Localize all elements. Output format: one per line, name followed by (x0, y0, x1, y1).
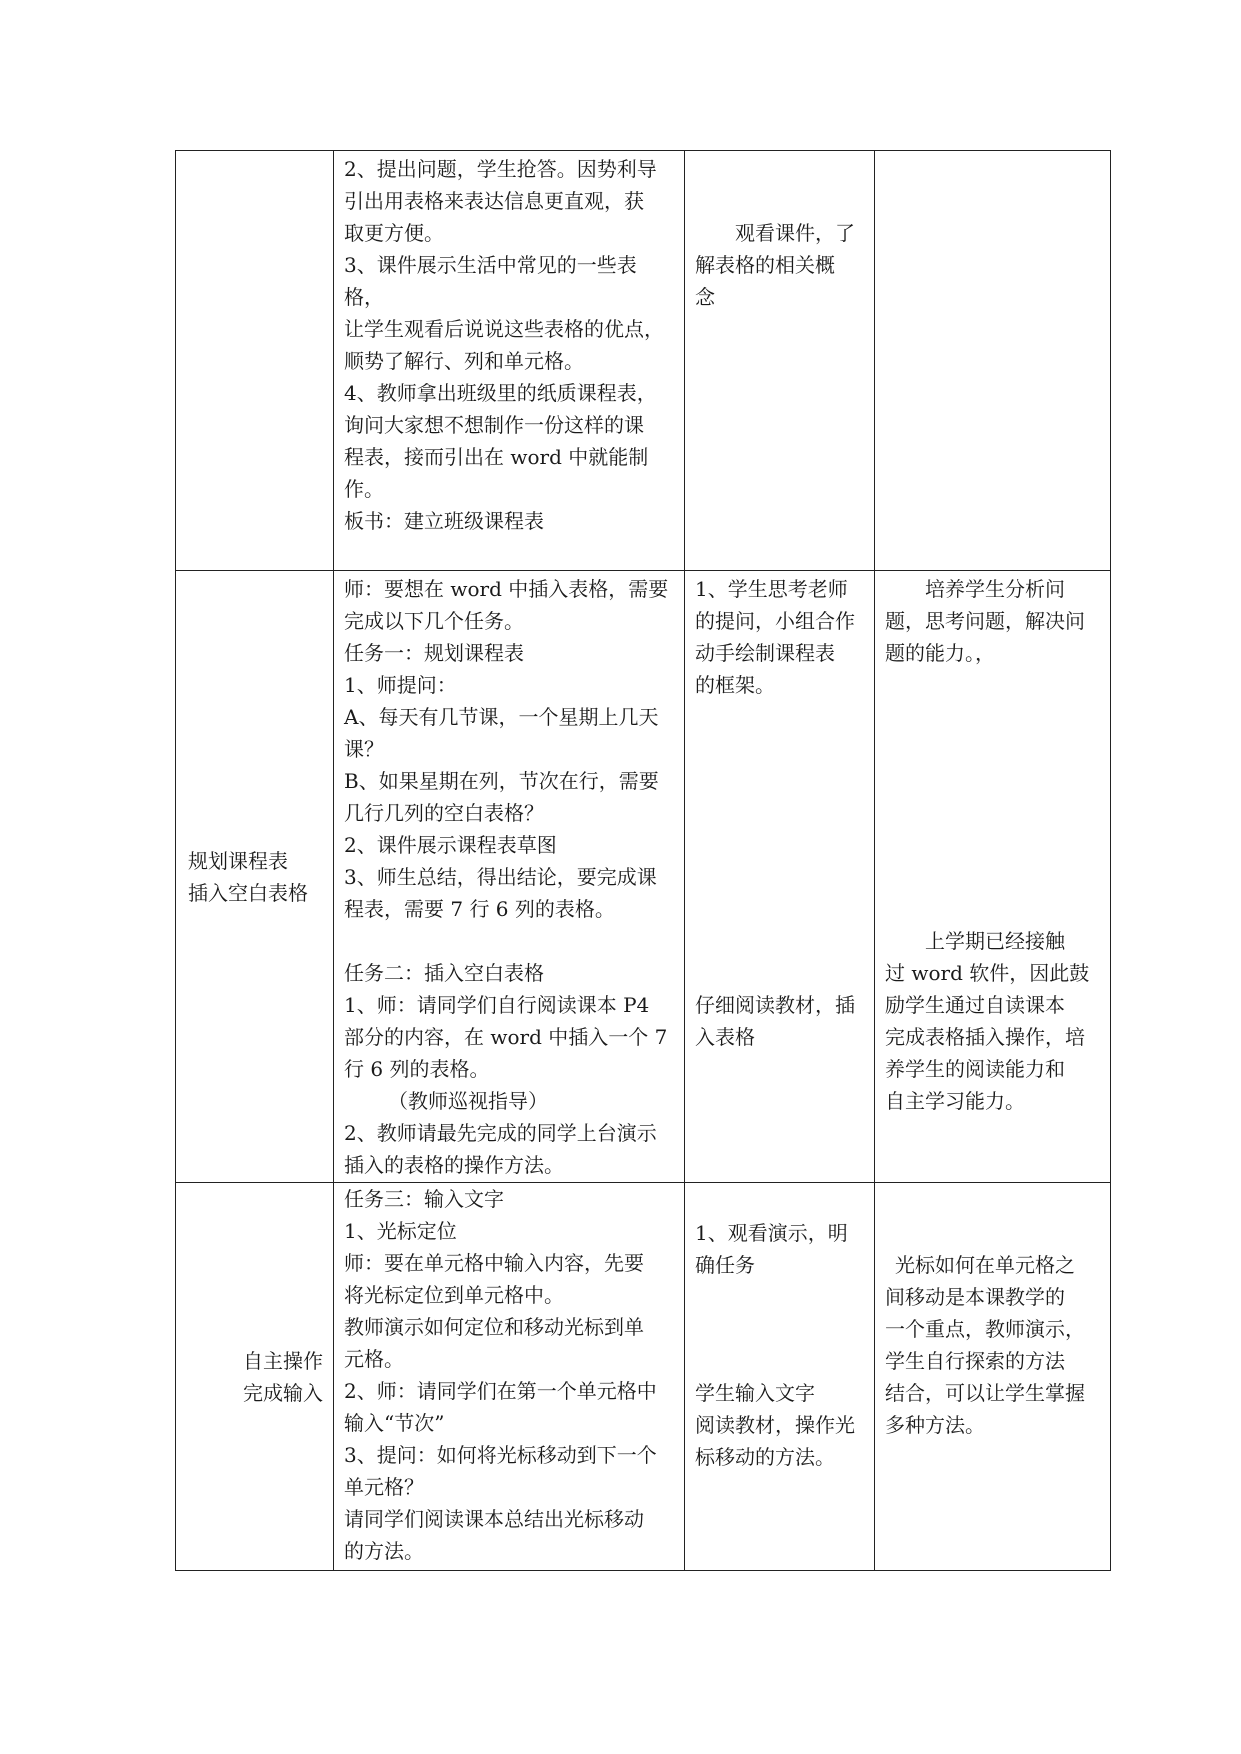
text-line: 4、教师拿出班级里的纸质课程表， (344, 381, 657, 405)
blank-area (695, 701, 864, 989)
text-line: 1、观看演示，明 (695, 1221, 848, 1245)
text-line: 学生自行探索的方法 (885, 1349, 1065, 1373)
text-line: 单元格？ (344, 1475, 424, 1499)
teacher-activity-cell (334, 571, 685, 1183)
text-line: 任务二：插入空白表格 (344, 961, 544, 985)
text-line: 完成以下几个任务。 (344, 609, 524, 633)
text-line: 任务三：输入文字 (344, 1187, 504, 1211)
text-line: 阅读教材，操作光 (695, 1413, 855, 1437)
text-line: 让学生观看后说说这些表格的优点， (344, 317, 664, 341)
text-line: 动手绘制课程表 (695, 641, 835, 665)
text-line: 程表，需要 7 行 6 列的表格。 (344, 897, 615, 921)
text-line: 任务一：规划课程表 (344, 641, 524, 665)
table-row (176, 571, 1111, 1183)
text-line: 过 word 软件，因此鼓 (885, 961, 1090, 985)
text-line: 师：要想在 word 中插入表格，需要 (344, 577, 669, 601)
text-line: 3、提问：如何将光标移动到下一个 (344, 1443, 657, 1467)
blank-line (344, 925, 674, 957)
table-row (176, 1183, 1111, 1571)
text-line: 自主学习能力。 (885, 1089, 1025, 1113)
text-line: 的方法。 (344, 1539, 424, 1563)
text-line: 请同学们阅读课本总结出光标移动 (344, 1507, 644, 1531)
stage-cell (176, 151, 334, 571)
text-line: 确任务 (695, 1253, 755, 1277)
stage-label: 规划课程表 (188, 848, 288, 873)
stage-label: 完成输入 (243, 1380, 323, 1405)
blank-area (695, 1281, 864, 1377)
text-line: 的框架。 (695, 673, 775, 697)
text-line: 2、师：请同学们在第一个单元格中 (344, 1379, 657, 1403)
stage-cell (176, 1183, 334, 1571)
text-line: 板书：建立班级课程表 (344, 509, 544, 533)
text-line: 仔细阅读教材，插 (695, 993, 855, 1017)
text-line: 顺势了解行、列和单元格。 (344, 349, 584, 373)
text-line: 的提问，小组合作 (695, 609, 855, 633)
text-line: 多种方法。 (885, 1413, 985, 1437)
design-intent-cell (875, 151, 1111, 571)
text-line: 上学期已经接触 (925, 929, 1065, 953)
text-line: 取更方便。 (344, 221, 444, 245)
blank-area (885, 669, 1100, 925)
text-line: 引出用表格来表达信息更直观，获 (344, 189, 644, 213)
text-line: 念 (695, 285, 715, 309)
text-line: 2、提出问题，学生抢答。因势利导 (344, 157, 657, 181)
text-line: 部分的内容，在 word 中插入一个 7 (344, 1025, 668, 1049)
text-line: 2、课件展示课程表草图 (344, 833, 557, 857)
text-line: B、如果星期在列，节次在行，需要 (344, 769, 659, 793)
design-intent-cell (875, 571, 1111, 1183)
text-line: 标移动的方法。 (695, 1445, 835, 1469)
teacher-activity-cell (334, 151, 685, 571)
text-line: 行 6 列的表格。 (344, 1057, 490, 1081)
text-line: 入表格 (695, 1025, 755, 1049)
stage-cell (176, 571, 334, 1183)
text-line: 元格。 (344, 1347, 404, 1371)
text-line: 学生输入文字 (695, 1381, 815, 1405)
text-line: 3、课件展示生活中常见的一些表格， (344, 253, 637, 309)
text-line: A、每天有几节课，一个星期上几天 (344, 705, 659, 729)
text-line: （教师巡视指导） (388, 1089, 548, 1113)
stage-label: 插入空白表格 (188, 880, 308, 905)
text-line: 2、教师请最先完成的同学上台演示 (344, 1121, 657, 1145)
student-activity-cell (685, 1183, 875, 1571)
text-line: 将光标定位到单元格中。 (344, 1283, 564, 1307)
text-line: 间移动是本课教学的 (885, 1285, 1065, 1309)
text-line: 询问大家想不想制作一份这样的课 (344, 413, 644, 437)
student-activity-cell (685, 571, 875, 1183)
text-line: 一个重点，教师演示， (885, 1317, 1085, 1341)
text-line: 1、师提问： (344, 673, 457, 697)
text-line: 结合，可以让学生掌握 (885, 1381, 1085, 1405)
text-line: 几行几列的空白表格？ (344, 801, 544, 825)
text-line: 1、师：请同学们自行阅读课本 P4 (344, 993, 650, 1017)
text-line: 1、光标定位 (344, 1219, 457, 1243)
text-line: 解表格的相关概 (695, 253, 835, 277)
text-line: 教师演示如何定位和移动光标到单 (344, 1315, 644, 1339)
table-row (176, 151, 1111, 571)
text-line: 3、师生总结，得出结论，要完成课 (344, 865, 657, 889)
text-line: 励学生通过自读课本 (885, 993, 1065, 1017)
text-line: 程表，接而引出在 word 中就能制作。 (344, 445, 649, 501)
student-activity-cell (685, 151, 875, 571)
text-line: 题的能力。， (885, 641, 995, 665)
lesson-plan-table (175, 150, 1111, 1571)
text-line: 培养学生分析问 (925, 577, 1065, 601)
text-line: 题，思考问题，解决问 (885, 609, 1085, 633)
text-line: 1、学生思考老师 (695, 577, 848, 601)
teacher-activity-cell (334, 1183, 685, 1571)
text-line: 课？ (344, 737, 384, 761)
text-line: 输入“节次” (344, 1411, 445, 1435)
design-intent-cell (875, 1183, 1111, 1571)
text-line: 师：要在单元格中输入内容，先要 (344, 1251, 644, 1275)
text-line: 完成表格插入操作，培 (885, 1025, 1085, 1049)
text-line: 观看课件，了 (735, 221, 855, 245)
text-line: 插入的表格的操作方法。 (344, 1153, 564, 1177)
text-line: 光标如何在单元格之 (895, 1253, 1075, 1277)
stage-label: 自主操作 (243, 1348, 323, 1373)
text-line: 养学生的阅读能力和 (885, 1057, 1065, 1081)
